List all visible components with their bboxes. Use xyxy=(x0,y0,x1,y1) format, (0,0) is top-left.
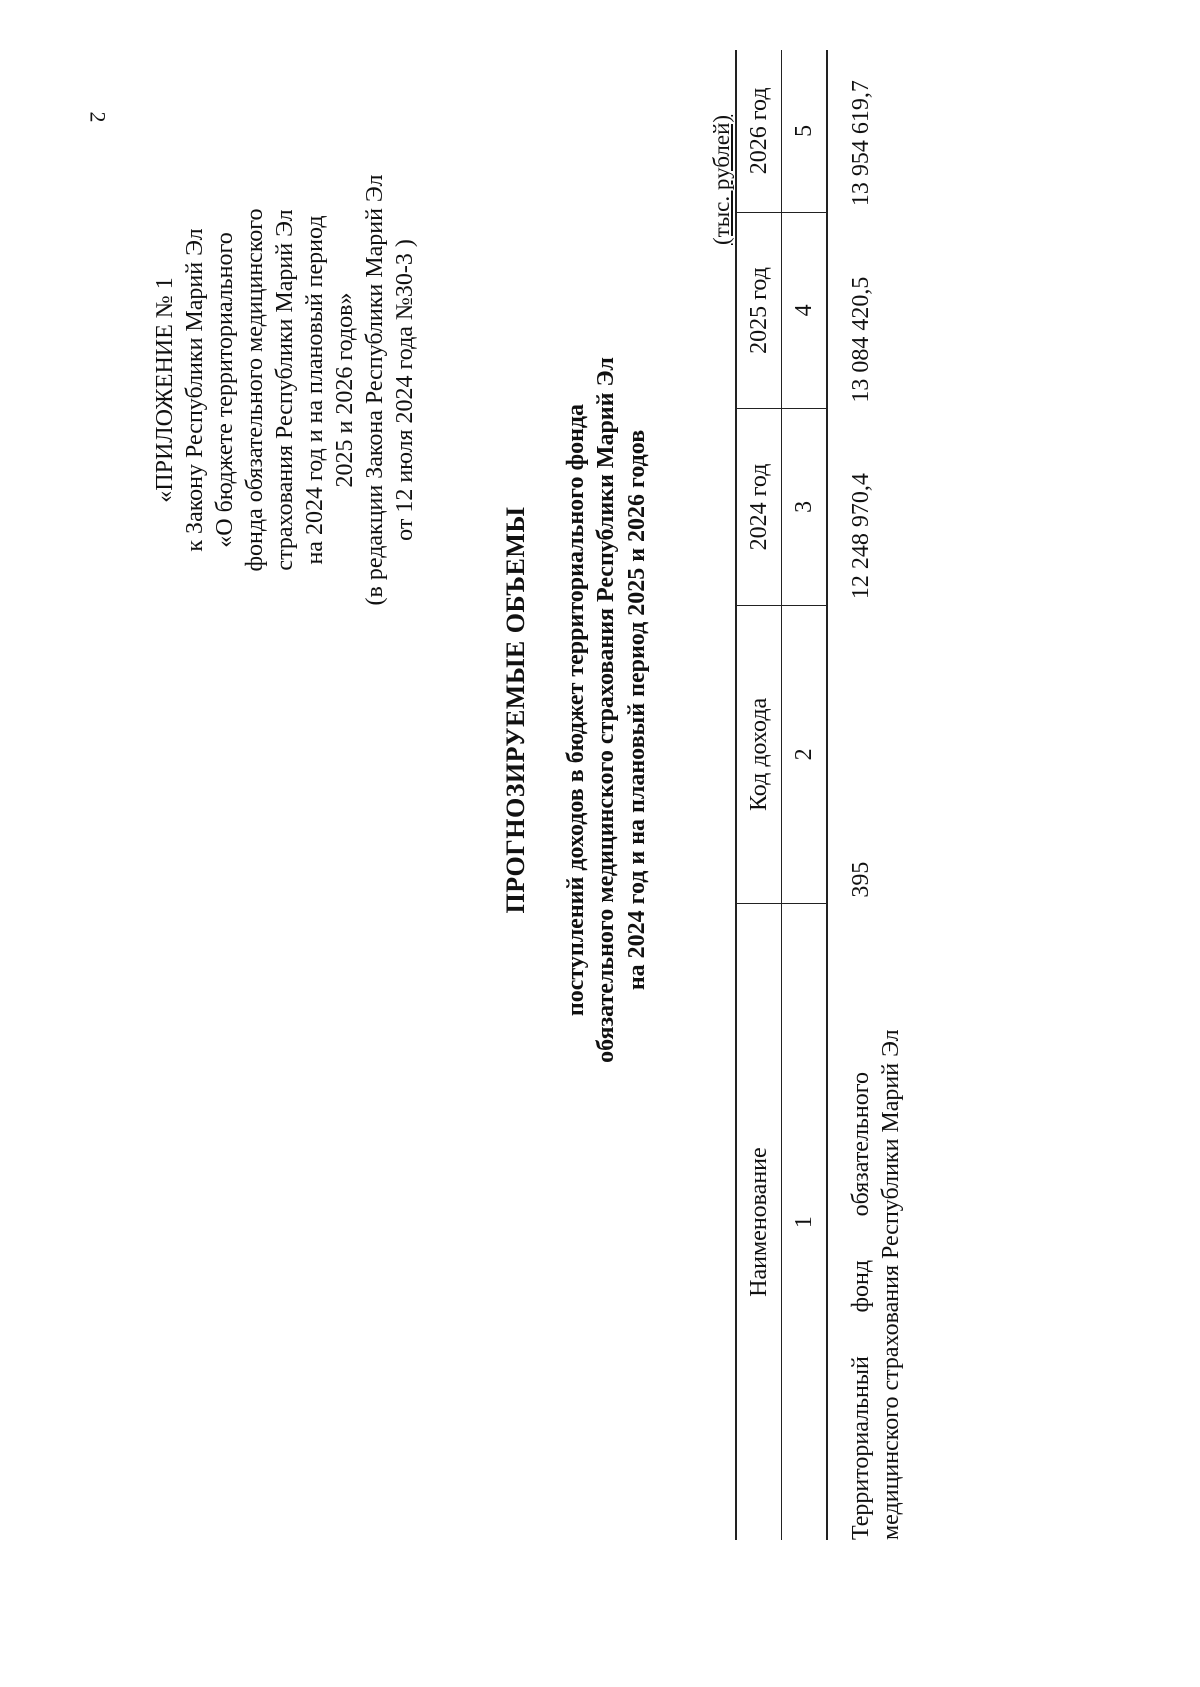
annex-line: 2025 и 2026 годов» xyxy=(332,292,358,488)
column-number-row xyxy=(782,50,828,1540)
annex-line: страхования Республики Марий Эл xyxy=(272,209,298,571)
table-header-row xyxy=(736,50,782,1540)
header-2026: 2026 год xyxy=(736,50,782,212)
header-name: Наименование xyxy=(736,904,782,1540)
subtitle-line: обязательного медицинского страхования Республики Марий Эл xyxy=(593,357,620,1063)
document-title-block xyxy=(500,260,653,1160)
unit-note-text: (тыс. рублей) xyxy=(709,114,734,245)
column-number: 5 xyxy=(782,50,828,212)
row-2024: 12 248 970,4 xyxy=(848,473,874,600)
rotated-document xyxy=(120,50,920,1610)
row-code: 395 xyxy=(848,861,874,898)
annex-line: «О бюджете территориального xyxy=(212,232,238,548)
row-name-word: фонд xyxy=(848,1259,874,1313)
column-number: 2 xyxy=(782,605,828,903)
column-number: 3 xyxy=(782,409,828,606)
row-name-line2: медицинского страхования Республики Марий Эл xyxy=(878,1029,904,1540)
annex-header xyxy=(150,130,420,650)
page-number: 2 xyxy=(85,111,111,123)
annex-line: от 12 июля 2024 года №30-3 ) xyxy=(392,239,418,541)
header-2025: 2025 год xyxy=(736,212,782,409)
annex-line: фонда обязательного медицинского xyxy=(242,208,268,572)
annex-line: «ПРИЛОЖЕНИЕ № 1 xyxy=(152,277,178,503)
row-name-cell xyxy=(827,904,906,1540)
table-row xyxy=(827,50,906,1540)
header-2024: 2024 год xyxy=(736,409,782,606)
annex-line: на 2024 год и на плановый период xyxy=(302,215,328,565)
unit-note xyxy=(708,115,737,245)
document-title: ПРОГНОЗИРУЕМЫЕ ОБЪЕМЫ xyxy=(501,506,530,914)
header-code: Код дохода xyxy=(736,605,782,903)
subtitle-line: на 2024 год и на плановый период 2025 и 2026 годов xyxy=(623,429,650,991)
annex-line: (в редакции Закона Республики Марий Эл xyxy=(362,174,388,606)
row-name-line1 xyxy=(846,1072,876,1540)
column-number: 4 xyxy=(782,212,828,409)
document-subtitle xyxy=(561,260,653,1160)
row-name-word: Территориальный xyxy=(848,1356,874,1540)
row-2025: 13 084 420,5 xyxy=(848,276,874,403)
subtitle-line: поступлений доходов в бюджет территориального фонда xyxy=(562,403,589,1017)
column-number: 1 xyxy=(782,904,828,1540)
annex-line: к Закону Республики Марий Эл xyxy=(182,228,208,552)
row-2026: 13 954 619,7 xyxy=(848,80,874,207)
income-table xyxy=(735,50,906,1540)
row-name-word: обязательного xyxy=(848,1072,874,1217)
